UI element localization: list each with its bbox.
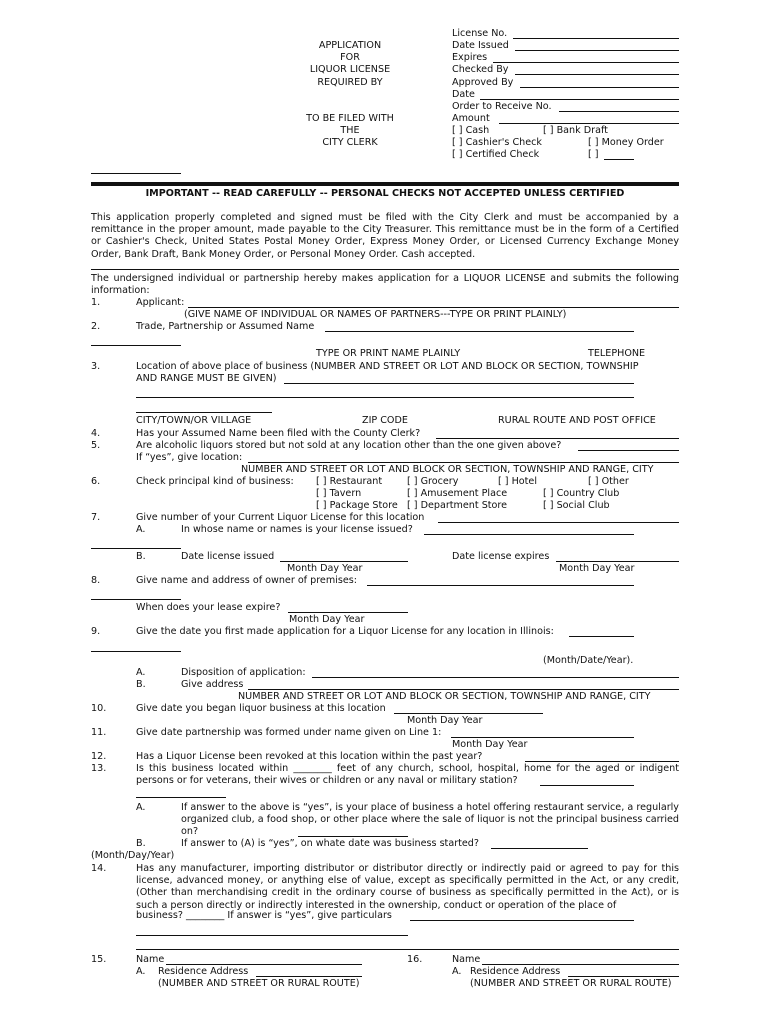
print-name-note: TYPE OR PRINT NAME PLAINLY <box>316 348 461 359</box>
storage-question: Are alcoholic liquors stored but not sold at any location other than the one given above? <box>136 440 562 451</box>
date-issued-question: Date license issued <box>181 551 275 562</box>
name-label-15: Name <box>136 954 165 965</box>
checked-by-label: Checked By <box>452 64 509 75</box>
item-letter: A. <box>136 524 146 535</box>
current-license-label: Give number of your Current Liquor License for this location <box>136 512 425 523</box>
particulars-field-2[interactable] <box>136 935 408 936</box>
date-issued-field[interactable] <box>515 50 679 51</box>
storage-answer[interactable] <box>578 450 679 451</box>
lease-field[interactable] <box>288 612 408 613</box>
expires-label: Expires <box>452 52 488 63</box>
date-field[interactable] <box>480 99 679 100</box>
name-field-15[interactable] <box>166 964 362 965</box>
address-label: Give address <box>181 679 244 690</box>
location-label: Location of above place of business (NUMBER AND STREET OR LOT AND BLOCK OR SECTION, TOWNSHIP <box>136 361 639 372</box>
country-club-checkbox[interactable]: [ ] Country Club <box>543 488 620 499</box>
item-number: 6. <box>91 476 101 487</box>
residence-field-15[interactable] <box>256 976 362 977</box>
item-number: 13. <box>91 763 107 774</box>
manufacturer-question: Has any manufacturer, importing distributor or distributor directly or indirectly paid or agreed to pay for this license, advanced money, or anything else of value, except as specifically permitted in the Act, or any credit, (Other than merchandising credit in the ordinary course of business as specifically permitted in the Act), or is such a person directly or indirectly interested in the ownership, conduct or operation of the place of <box>136 863 679 911</box>
storage-location-label: If “yes”, give location: <box>136 452 243 463</box>
item-number: 8. <box>91 575 101 586</box>
began-business-label: Give date you began liquor business at this location <box>136 703 386 714</box>
certified-check-checkbox[interactable]: [ ] Certified Check <box>452 149 540 160</box>
intro-divider <box>91 269 679 270</box>
first-application-label: Give the date you first made application for a Liquor License for any location in Illinois: <box>136 626 554 637</box>
license-name-field[interactable] <box>424 534 634 535</box>
item-number: 1. <box>91 297 101 308</box>
item-number: 3. <box>91 361 101 372</box>
mdy-note: (Month/Date/Year). <box>543 655 634 666</box>
storage-location-field[interactable] <box>248 462 679 463</box>
hotel-answer[interactable] <box>298 836 408 837</box>
name-field-16[interactable] <box>482 964 679 965</box>
important-notice: IMPORTANT -- READ CAREFULLY -- PERSONAL CHECKS NOT ACCEPTED UNLESS CERTIFIED <box>145 188 625 199</box>
item-number: 9. <box>91 626 101 637</box>
item-letter: A. <box>136 667 146 678</box>
item-number: 14. <box>91 863 107 874</box>
distance-question: Is this business located within ________ feet of any church, school, hospital, home for the aged or indigent <box>136 763 679 774</box>
partnership-date-field[interactable] <box>451 737 634 738</box>
item-number: 11. <box>91 727 107 738</box>
item-number: 7. <box>91 512 101 523</box>
disposition-label: Disposition of application: <box>181 667 306 678</box>
item-letter: B. <box>136 551 146 562</box>
amusement-checkbox[interactable]: [ ] Amusement Place <box>407 488 508 499</box>
license-name-field-2[interactable] <box>91 548 181 549</box>
lease-label: When does your lease expire? <box>136 602 281 613</box>
mdy-note: Month Day Year <box>289 614 365 625</box>
rural-route-note: RURAL ROUTE AND POST OFFICE <box>498 415 656 426</box>
section-divider <box>136 949 679 950</box>
cash-checkbox[interactable]: [ ] Cash <box>452 125 490 136</box>
started-answer[interactable] <box>491 848 588 849</box>
address-note: NUMBER AND STREET OR LOT AND BLOCK OR SECTION, TOWNSHIP AND RANGE, CITY <box>238 691 651 702</box>
zip-note: ZIP CODE <box>362 415 408 426</box>
partnership-date-label: Give date partnership was formed under name given on Line 1: <box>136 727 442 738</box>
owner-label: Give name and address of owner of premises: <box>136 575 357 586</box>
particulars-field[interactable] <box>410 920 634 921</box>
approved-by-field[interactable] <box>520 87 679 88</box>
date-issued-label: Date Issued <box>452 40 509 51</box>
location-label-2: AND RANGE MUST BE GIVEN) <box>136 373 277 384</box>
city-field[interactable] <box>136 412 272 413</box>
restaurant-checkbox[interactable]: [ ] Restaurant <box>316 476 383 487</box>
residence-label-16: Residence Address <box>470 966 561 977</box>
applicant-label: Applicant: <box>136 297 185 308</box>
item-letter: B. <box>136 838 146 849</box>
thick-divider <box>91 182 679 186</box>
storage-location-note: NUMBER AND STREET OR LOT AND BLOCK OR SECTION, TOWNSHIP AND RANGE, CITY <box>241 464 654 475</box>
residence-note-16: (NUMBER AND STREET OR RURAL ROUTE) <box>470 978 672 989</box>
item-number: 4. <box>91 428 101 439</box>
first-application-field[interactable] <box>569 636 634 637</box>
began-business-field[interactable] <box>394 713 543 714</box>
other-checkbox[interactable]: [ ] Other <box>588 476 629 487</box>
package-store-checkbox[interactable]: [ ] Package Store <box>316 500 398 511</box>
file-with-line-2: THE <box>340 125 360 136</box>
tavern-checkbox[interactable]: [ ] Tavern <box>316 488 362 499</box>
license-no-field[interactable] <box>513 38 679 39</box>
current-license-field[interactable] <box>438 522 679 523</box>
mdy-note: Month Day Year <box>287 563 363 574</box>
name-label-16: Name <box>452 954 481 965</box>
license-no-label: License No. <box>452 28 508 39</box>
location-field-2[interactable] <box>136 397 634 398</box>
intro-paragraph: This application properly completed and signed must be filed with the City Clerk and must be accompanied by a remittance in the proper amount, made payable to the City Treasurer. This remittance must be in the form of a Certified or Cashier's Check, United States Postal Money Order, Express Money Order, or Licensed Currency Exchange Money Order, Bank Draft, Bank Money Order, or Personal Money Order. Cash accepted. <box>91 212 679 260</box>
license-date-expires-field[interactable] <box>556 561 679 562</box>
hotel-question: If answer to the above is “yes”, is your place of business a hotel offering restaurant service, a regularly organized club, a food shop, or other place where the sale of liquor is not the principal business carried on? <box>181 802 679 838</box>
owner-field-2[interactable] <box>91 599 181 600</box>
item-number: 10. <box>91 703 107 714</box>
disposition-field[interactable] <box>312 677 679 678</box>
grocery-checkbox[interactable]: [ ] Grocery <box>407 476 459 487</box>
started-question: If answer to (A) is “yes”, on whate date was business started? <box>181 838 479 849</box>
trade-name-label: Trade, Partnership or Assumed Name <box>136 321 315 332</box>
residence-label-15: Residence Address <box>158 966 249 977</box>
license-date-issued-field[interactable] <box>280 561 408 562</box>
cashiers-check-checkbox[interactable]: [ ] Cashier's Check <box>452 137 542 148</box>
business-kind-label: Check principal kind of business: <box>136 476 294 487</box>
revoked-answer[interactable] <box>525 761 679 762</box>
assumed-name-answer[interactable] <box>436 438 679 439</box>
item-number: 16. <box>407 954 423 965</box>
address-field[interactable] <box>248 689 679 690</box>
amount-label: Amount <box>452 113 490 124</box>
item-number: 15. <box>91 954 107 965</box>
residence-note-15: (NUMBER AND STREET OR RURAL ROUTE) <box>158 978 360 989</box>
item-number: 2. <box>91 321 101 332</box>
item-letter: A. <box>452 966 462 977</box>
mdy-note: Month Day Year <box>407 715 483 726</box>
file-with-line-1: TO BE FILED WITH <box>306 113 394 124</box>
department-store-checkbox[interactable]: [ ] Department Store <box>407 500 508 511</box>
item-number: 12. <box>91 751 107 762</box>
money-order-checkbox[interactable]: [ ] Money Order <box>588 137 664 148</box>
manufacturer-question-end: business? ________ If answer is “yes”, give particulars <box>136 910 392 921</box>
approved-by-label: Approved By <box>452 77 514 88</box>
trade-name-field-2[interactable] <box>91 345 181 346</box>
item-letter: B. <box>136 679 146 690</box>
expires-field[interactable] <box>493 62 679 63</box>
order-no-field[interactable] <box>559 111 679 112</box>
date-expires-question: Date license expires <box>452 551 550 562</box>
order-no-label: Order to Receive No. <box>452 101 552 112</box>
assumed-name-question: Has your Assumed Name been filed with the County Clerk? <box>136 428 421 439</box>
mdy-note: (Month/Day/Year) <box>91 850 175 861</box>
item-letter: A. <box>136 802 146 813</box>
revoked-question: Has a Liquor License been revoked at this location within the past year? <box>136 751 483 762</box>
date-label: Date <box>452 89 475 100</box>
location-field[interactable] <box>284 383 634 384</box>
bank-draft-checkbox[interactable]: [ ] Bank Draft <box>543 125 608 136</box>
distance-answer[interactable] <box>540 785 634 786</box>
distance-question-2: persons or for veterans, their wives or children or any naval or military station? <box>136 775 518 786</box>
applicant-field[interactable] <box>188 307 679 308</box>
undersigned-paragraph: The undersigned individual or partnership hereby makes application for a LIQUOR LICENSE and submits the following information: <box>91 273 679 297</box>
residence-field-16[interactable] <box>568 976 679 977</box>
telephone-note: TELEPHONE <box>588 348 646 359</box>
header-signature-line <box>91 173 181 174</box>
file-with-line-3: CITY CLERK <box>322 137 378 148</box>
city-note: CITY/TOWN/OR VILLAGE <box>136 415 252 426</box>
other-payment-checkbox[interactable]: [ ] <box>588 149 599 160</box>
mdy-note: Month Day Year <box>559 563 635 574</box>
other-payment-field[interactable] <box>604 159 634 160</box>
form-title-line-4: REQUIRED BY <box>317 77 383 88</box>
social-club-checkbox[interactable]: [ ] Social Club <box>543 500 610 511</box>
owner-field[interactable] <box>367 585 634 586</box>
item-number: 5. <box>91 440 101 451</box>
form-title-line-3: LIQUOR LICENSE <box>309 64 391 75</box>
mdy-note: Month Day Year <box>452 739 528 750</box>
distance-answer-2[interactable] <box>136 797 226 798</box>
license-name-label: In whose name or names is your license issued? <box>181 524 413 535</box>
form-title-line-1: APPLICATION <box>318 40 382 51</box>
amount-field[interactable] <box>499 123 679 124</box>
form-title-line-2: FOR <box>340 52 360 63</box>
first-application-field-2[interactable] <box>91 651 181 652</box>
item-letter: A. <box>136 966 146 977</box>
hotel-checkbox[interactable]: [ ] Hotel <box>498 476 537 487</box>
trade-name-field[interactable] <box>325 331 634 332</box>
checked-by-field[interactable] <box>515 74 679 75</box>
applicant-note: (GIVE NAME OF INDIVIDUAL OR NAMES OF PARTNERS---TYPE OR PRINT PLAINLY) <box>184 309 567 320</box>
